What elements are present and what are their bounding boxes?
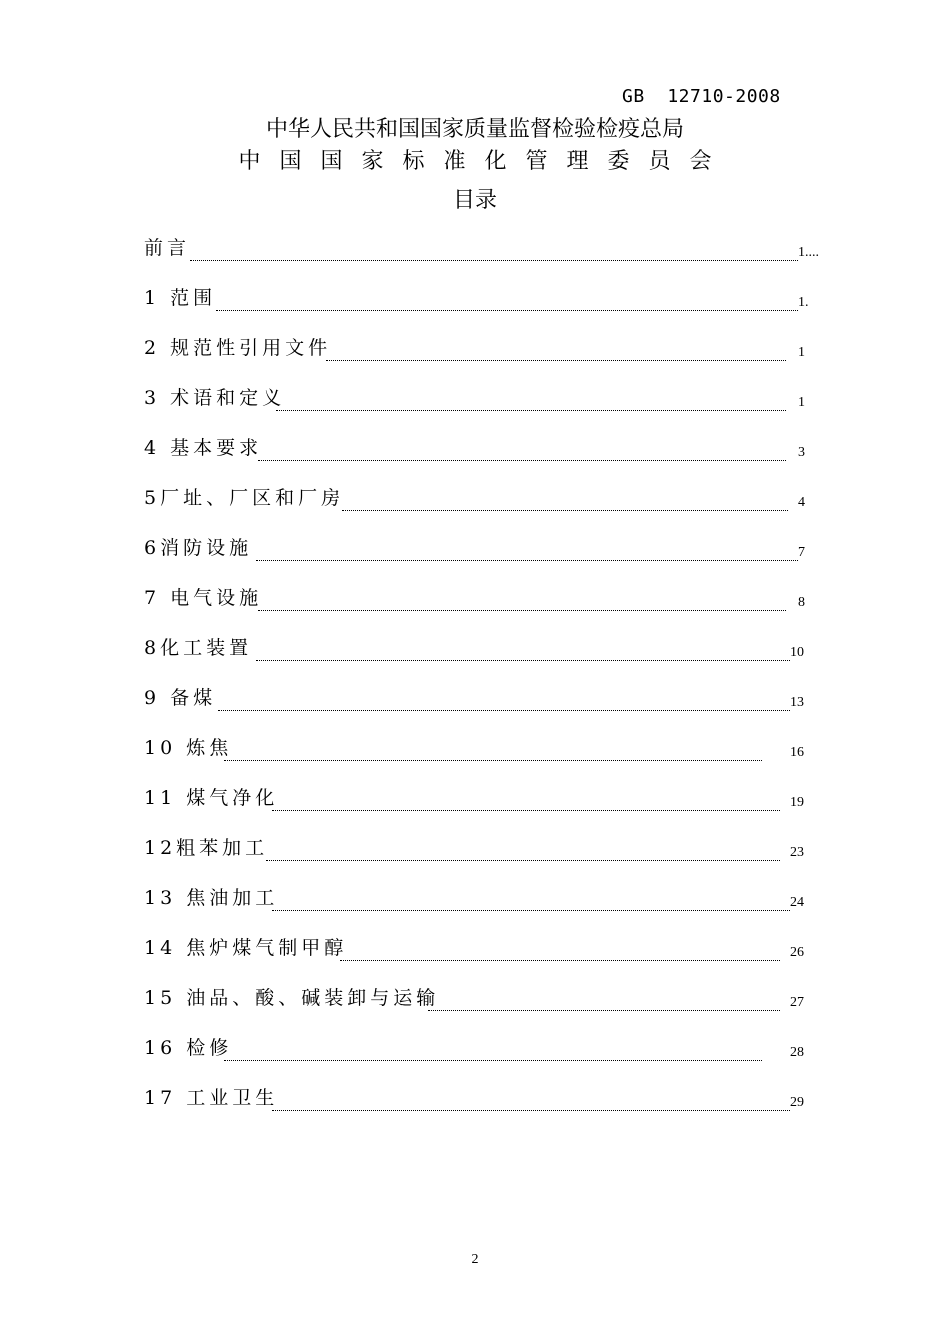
toc-entry-label: 1 范围: [144, 287, 217, 309]
toc-leader-dots: [216, 310, 798, 311]
toc-entry-label: 7 电气设施: [144, 587, 263, 609]
toc-leader-dots: [326, 360, 786, 361]
page-number: 2: [471, 1252, 479, 1267]
toc-leader-dots: [224, 760, 762, 761]
toc-entry-page: 29: [790, 1095, 804, 1110]
toc-entry-page: 1: [798, 395, 805, 410]
toc-leader-dots: [272, 910, 790, 911]
issuing-authority-aqsiq: 中华人民共和国国家质量监督检验检疫总局: [265, 117, 684, 142]
toc-entry-label: 5厂址、厂区和厂房: [144, 487, 345, 509]
toc-entry-label: 17 工业卫生: [144, 1087, 279, 1109]
toc-leader-dots: [272, 810, 780, 811]
issuing-authority-sac: 中国国家标准化管理委员会: [238, 149, 731, 174]
toc-title: 目录: [452, 188, 497, 213]
toc-leader-dots: [224, 1060, 762, 1061]
toc-entry-page: 24: [790, 895, 804, 910]
toc-entry-page: 16: [790, 745, 804, 760]
toc-entry-label: 10 炼焦: [144, 737, 233, 759]
toc-entry-label: 14 焦炉煤气制甲醇: [144, 937, 348, 959]
toc-entry-label: 6消防设施: [144, 537, 253, 559]
toc-leader-dots: [342, 510, 788, 511]
toc-leader-dots: [258, 460, 786, 461]
toc-leader-dots: [272, 1110, 790, 1111]
toc-entry-page: 8: [798, 595, 805, 610]
toc-leader-dots: [258, 610, 786, 611]
toc-entry-page: 10: [790, 645, 804, 660]
toc-entry-label: 前言: [144, 237, 191, 259]
toc-entry-page: 7: [798, 545, 805, 560]
toc-entry-label: 9 备煤: [144, 687, 217, 709]
toc-entry-page: 13: [790, 695, 804, 710]
toc-entry-label: 16 检修: [144, 1037, 233, 1059]
toc-entry-label: 13 焦油加工: [144, 887, 279, 909]
toc-entry-page: 1: [798, 345, 805, 360]
toc-entry-label: 8化工装置: [144, 637, 253, 659]
toc-entry-page: 1....: [798, 245, 819, 260]
toc-leader-dots: [218, 710, 790, 711]
toc-entry-page: 1.: [798, 295, 809, 310]
toc-leader-dots: [428, 1010, 780, 1011]
toc-entry-label: 15 油品、酸、碱装卸与运输: [144, 987, 440, 1009]
toc-leader-dots: [276, 410, 786, 411]
toc-entry-page: 27: [790, 995, 804, 1010]
toc-entry-page: 26: [790, 945, 804, 960]
toc-entry-page: 19: [790, 795, 804, 810]
standard-code: GB 12710-2008: [622, 86, 781, 107]
toc-leader-dots: [256, 660, 790, 661]
toc-leader-dots: [340, 960, 780, 961]
toc-entry-page: 23: [790, 845, 804, 860]
toc-entry-page: 3: [798, 445, 805, 460]
toc-entry-page: 28: [790, 1045, 804, 1060]
toc-leader-dots: [266, 860, 780, 861]
toc-entry-label: 4 基本要求: [144, 437, 263, 459]
toc-entry-page: 4: [798, 495, 805, 510]
toc-leader-dots: [256, 560, 798, 561]
toc-leader-dots: [190, 260, 798, 261]
toc-entry-label: 12粗苯加工: [144, 837, 269, 859]
toc-entry-label: 3 术语和定义: [144, 387, 286, 409]
toc-entry-label: 2 规范性引用文件: [144, 337, 332, 359]
toc-entry-label: 11 煤气净化: [144, 787, 279, 809]
